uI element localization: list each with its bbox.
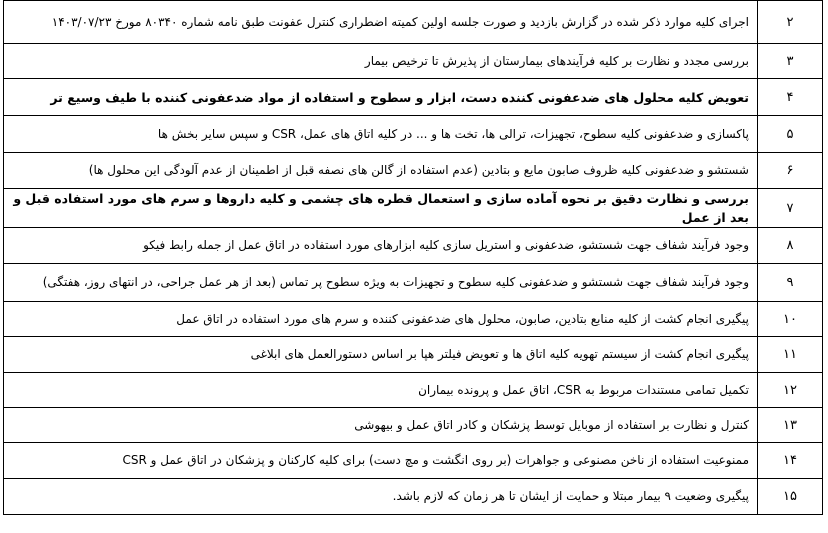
row-text: وجود فرآیند شفاف جهت شستشو، ضدعفونی و استریل سازی کلیه ابزارهای مورد استفاده در اتاق عمل از جمله رابط فیکو: [4, 228, 758, 264]
table-row: [4, 153, 823, 189]
row-number: ۱۲: [758, 373, 823, 408]
row-number: ۱۰: [758, 302, 823, 337]
table-row: [4, 479, 823, 515]
table-row: [4, 116, 823, 153]
row-text: پاکسازی و ضدعفونی کلیه سطوح، تجهیزات، ترالی ها، تخت ها و ... در کلیه اتاق های عمل، CSR و سپس سایر بخش ها: [4, 116, 758, 153]
row-number: ۱۴: [758, 443, 823, 479]
table-row: [4, 189, 823, 228]
row-text: بررسی مجدد و نظارت بر کلیه فرآیندهای بیمارستان از پذیرش تا ترخیص بیمار: [4, 44, 758, 79]
row-text: اجرای کلیه موارد ذکر شده در گزارش بازدید و صورت جلسه اولین کمیته اضطراری کنترل عفونت طبق نامه شماره ۸۰۳۴۰ مورخ ۱۴۰۳/۰۷/۲۳: [4, 1, 758, 44]
row-number: ۸: [758, 228, 823, 264]
row-text: پیگیری وضعیت ۹ بیمار مبتلا و حمایت از ایشان تا هر زمان که لازم باشد.: [4, 479, 758, 515]
row-number: ۳: [758, 44, 823, 79]
table-row: [4, 264, 823, 302]
table-row: [4, 373, 823, 408]
row-number: ۹: [758, 264, 823, 302]
row-text: شستشو و ضدعفونی کلیه ظروف صابون مایع و بتادین (عدم استفاده از گالن های نصفه قبل از اطمینان از عدم آلودگی این محلول ها): [4, 153, 758, 189]
row-number: ۱۳: [758, 408, 823, 443]
instructions-table: [3, 0, 823, 515]
table-row: [4, 443, 823, 479]
row-number: ۲: [758, 1, 823, 44]
row-text: پیگیری انجام کشت از سیستم تهویه کلیه اتاق ها و تعویض فیلتر هپا بر اساس دستورالعمل های ابلاغی: [4, 337, 758, 373]
row-text: پیگیری انجام کشت از کلیه منابع بتادین، صابون، محلول های ضدعفونی کننده و سرم های مورد استفاده در اتاق عمل: [4, 302, 758, 337]
row-number: ۱۵: [758, 479, 823, 515]
table-body: [4, 1, 823, 515]
table-row: [4, 408, 823, 443]
row-number: ۵: [758, 116, 823, 153]
table-row: [4, 337, 823, 373]
row-text: تعویض کلیه محلول های ضدعفونی کننده دست، ابزار و سطوح و استفاده از مواد ضدعفونی کننده با طیف وسیع تر: [4, 79, 758, 116]
table-row: [4, 79, 823, 116]
row-number: ۱۱: [758, 337, 823, 373]
row-number: ۴: [758, 79, 823, 116]
row-text: بررسی و نظارت دقیق بر نحوه آماده سازی و استعمال قطره های چشمی و کلیه داروها و سرم های مورد استفاده قبل و بعد از عمل: [4, 189, 758, 228]
table-row: [4, 228, 823, 264]
row-number: ۷: [758, 189, 823, 228]
row-number: ۶: [758, 153, 823, 189]
row-text: تکمیل تمامی مستندات مربوط به CSR، اتاق عمل و پرونده بیماران: [4, 373, 758, 408]
table-row: [4, 302, 823, 337]
row-text: وجود فرآیند شفاف جهت شستشو و ضدعفونی کلیه سطوح و تجهیزات به ویژه سطوح پر تماس (بعد از هر عمل جراحی، در انتهای روز، هفتگی): [4, 264, 758, 302]
row-text: کنترل و نظارت بر استفاده از موبایل توسط پزشکان و کادر اتاق عمل و بیهوشی: [4, 408, 758, 443]
table-row: [4, 1, 823, 44]
table-row: [4, 44, 823, 79]
row-text: ممنوعیت استفاده از ناخن مصنوعی و جواهرات (بر روی انگشت و مچ دست) برای کلیه کارکنان و پزشکان در اتاق عمل و CSR: [4, 443, 758, 479]
